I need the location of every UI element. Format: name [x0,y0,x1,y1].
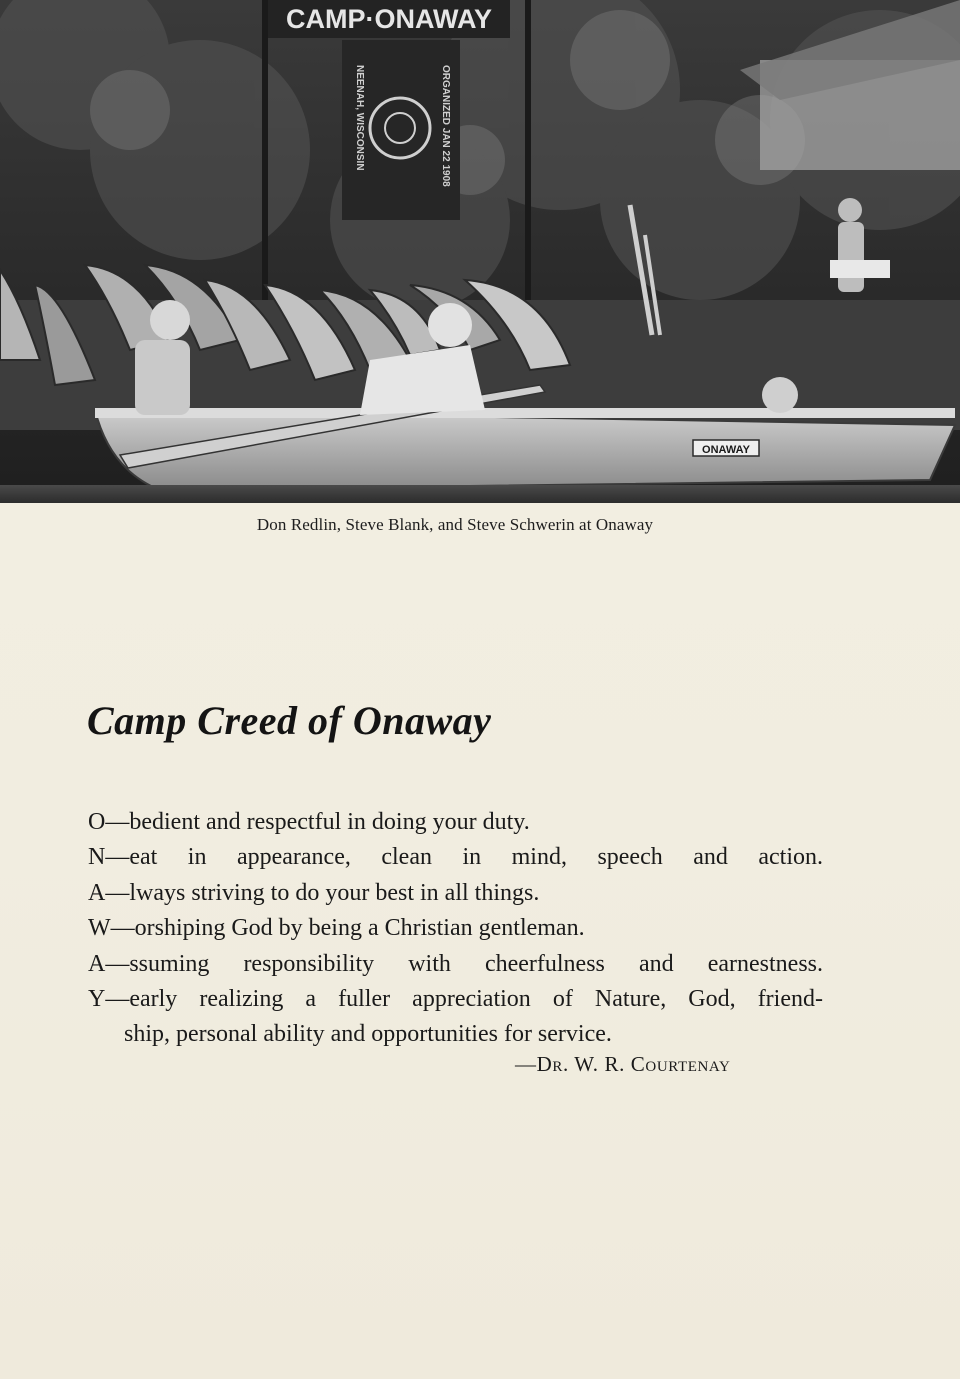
creed-list [88,805,823,1053]
creed-text: —ssuming responsibility with cheerfulness and earnestness. [105,950,823,977]
creed-text: —lways striving to do your best in all things. [105,879,540,906]
creed-line-y [88,982,823,1017]
creed-letter: W [88,915,111,942]
creed-line-continuation: ship, personal ability and opportunities for service. [124,1021,612,1048]
creed-letter: O [88,809,106,835]
creed-letter: Y [88,986,106,1013]
creed-line-a2 [88,947,823,982]
creed-line-a1 [88,876,823,911]
banner-right-text: ORGANIZED JAN 22 1908 [440,65,451,187]
creed-letter: N [88,844,106,871]
creed-text: —bedient and respectful in doing your duty. [105,809,530,835]
page-title: Camp Creed of Onaway [87,698,492,743]
camp-sign-text: CAMP·ONAWAY [285,4,493,34]
boat-name-text: ONAWAY [702,444,750,456]
creed-letter: A [88,950,106,977]
creed-attribution: —Dr. W. R. Courtenay [515,1052,731,1076]
creed-line-n [88,840,823,875]
creed-text: —eat in appearance, clean in mind, speech and action. [105,844,823,871]
creed-line-w [88,911,823,946]
creed-text: —orshiping God by being a Christian gentleman. [110,915,585,942]
creed-text: —early realizing a fuller appreciation of Nature, God, friend- [105,986,823,1013]
banner-left-text: NEENAH, WISCONSIN [354,65,365,171]
creed-line-o [88,805,823,840]
camp-photo [0,0,960,503]
photo-illustration [0,0,960,503]
photo-caption: Don Redlin, Steve Blank, and Steve Schwerin at Onaway [256,515,654,534]
creed-letter: A [88,879,106,906]
